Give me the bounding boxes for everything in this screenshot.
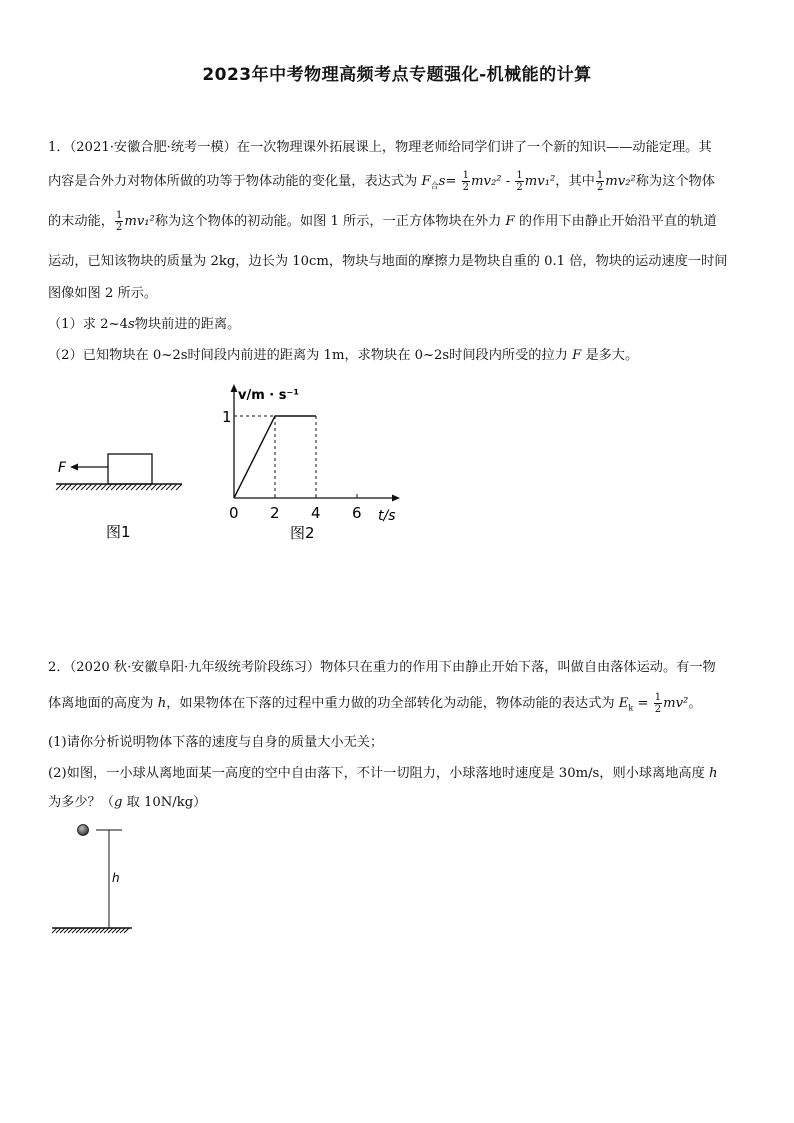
x-axis-label: t/s <box>378 508 396 524</box>
q1-line-2 <box>48 170 715 197</box>
force-label: F <box>58 460 67 476</box>
hatch-mark <box>86 484 92 490</box>
q2-part-2-text-c: 取 10N/kg） <box>126 795 207 810</box>
hatch-mark <box>136 484 142 490</box>
hatch-mark <box>126 484 132 490</box>
hatch-mark <box>156 484 162 490</box>
fraction-half: $\frac{1}{2}$ <box>462 170 470 193</box>
hatch-mark <box>101 484 107 490</box>
q2-part-2-height: h <box>709 766 718 781</box>
x-axis-arrow <box>392 495 400 502</box>
fraction-half: $\frac{1}{2}$ <box>115 210 123 233</box>
fraction-half: $\frac{1}{2}$ <box>516 170 523 193</box>
hatch-mark <box>111 484 117 490</box>
hatch-mark <box>81 484 87 490</box>
hatch-mark <box>96 484 102 490</box>
q2-line-2-text-b: ，如果物体在下落的过程中重力做的功全部转化为动能，物体动能的表达式为 <box>166 696 615 711</box>
hatch-mark <box>116 484 122 490</box>
q1-line-2-text: 内容是合外力对物体所做的功等于物体动能的变化量，表达式为 <box>48 174 418 189</box>
figure-3-falling-ball <box>48 818 148 943</box>
fraction-half: $\frac{1}{2}$ <box>596 170 604 193</box>
q1-line-3 <box>48 210 717 233</box>
q1-final-ke-term: mv₂² <box>471 174 502 189</box>
figure-1-caption: 图1 <box>106 523 131 541</box>
hatch-mark <box>166 484 172 490</box>
q2-gravity-symbol: g <box>113 795 123 810</box>
q1-part-1-text: （1）求 2~4 <box>48 317 128 332</box>
q2-kinetic-subscript: k <box>628 703 634 713</box>
q1-part-1 <box>48 315 240 335</box>
hatch-mark <box>91 484 97 490</box>
q1-line-5: 图像如图 2 所示。 <box>48 286 158 301</box>
y-tick-label-1: 1 <box>222 408 232 426</box>
q1-part-1-text-b: 物块前进的距离。 <box>134 317 241 332</box>
equals-sign: = <box>633 696 653 711</box>
hatch-mark <box>146 484 152 490</box>
q2-energy-symbol: E <box>618 696 629 711</box>
q1-line-2-text-b: ，其中 <box>555 174 595 189</box>
force-arrowhead <box>70 464 78 471</box>
y-axis-label: v/m · s⁻¹ <box>238 388 300 403</box>
x-tick-label: 6 <box>352 504 362 522</box>
figure-2-caption: 图2 <box>290 524 315 542</box>
q1-line-3-text: 的末动能， <box>48 214 114 229</box>
q1-part-2-force: F <box>572 348 582 363</box>
q1-line-3-text-b: 称为这个物体的初动能。如图 1 所示，一正方体物块在外力 <box>154 214 502 229</box>
minus-sign: - <box>501 174 515 189</box>
hatch-mark <box>176 484 182 490</box>
q2-line-2-text: 体离地面的高度为 <box>48 696 154 711</box>
q1-part-2-text-b: 是多大。 <box>585 348 639 363</box>
hatch-mark <box>121 484 127 490</box>
hatch-mark <box>71 484 77 490</box>
x-tick-label: 4 <box>311 504 321 522</box>
q1-line-1: 1．（2021·安徽合肥·统考一模）在一次物理课外拓展课上，物理老师给同学们讲了一个新的知识——动能定理。其 <box>48 140 712 155</box>
q1-line-3-text-c: 的作用下由静止开始沿平直的轨道 <box>518 214 717 229</box>
figure-1-block-diagram <box>48 440 188 545</box>
q1-part-1-unit: s <box>127 317 135 332</box>
q1-final-ke-term-b: mv₂² <box>605 174 636 189</box>
q2-part-2-text-b: 为多少？（ <box>48 795 114 810</box>
q2-height-symbol: h <box>157 696 167 711</box>
hatch-mark <box>171 484 177 490</box>
q2-part-2-cont <box>48 793 206 813</box>
q1-line-2-text-c: 称为这个物体 <box>635 174 715 189</box>
q1-part-2 <box>48 346 638 366</box>
q1-net-subscript: 合 <box>430 181 439 191</box>
q2-line-2-end: 。 <box>688 696 702 711</box>
q1-part-2-text: （2）已知物块在 0~2s时间段内前进的距离为 1m，求物块在 0~2s时间段内所受的拉力 <box>48 348 568 363</box>
ground-hatching <box>56 484 182 490</box>
q1-initial-ke-term: mv₁² <box>524 174 556 189</box>
height-label: h <box>112 871 120 885</box>
hatch-mark <box>131 484 137 490</box>
page-title: 2023年中考物理高频考点专题强化-机械能的计算 <box>202 65 592 85</box>
hatch-mark <box>106 484 112 490</box>
ground-hatching-2 <box>52 928 129 933</box>
hatch-mark <box>61 484 67 490</box>
x-tick-label: 2 <box>270 504 280 522</box>
q1-line-4: 运动，已知该物块的质量为 2kg，边长为 10cm，物块与地面的摩擦力是物块自重的 0.1 倍，物块的运动速度一时间 <box>48 254 728 269</box>
q2-part-2-text: (2)如图，一小球从离地面某一高度的空中自由落下，不计一切阻力，小球落地时速度是 30m/s，则小球离地高度 <box>48 766 705 781</box>
x-tick-label: 0 <box>229 504 239 522</box>
hatch-mark <box>151 484 157 490</box>
q1-displacement-symbol: s= <box>438 174 457 189</box>
q2-line-1: 2．（2020 秋·安徽阜阳·九年级统考阶段练习）物体只在重力的作用下由静止开始下落，叫做自由落体运动。有一物 <box>48 660 716 675</box>
hatch-mark <box>56 484 62 490</box>
q2-part-1: (1)请你分析说明物体下落的速度与自身的质量大小无关； <box>48 735 384 750</box>
q2-ke-term: mv² <box>663 696 689 711</box>
hatch-mark <box>76 484 82 490</box>
q1-initial-ke-term-b: mv₁² <box>124 214 155 229</box>
y-axis-arrow <box>231 384 238 392</box>
block <box>108 454 152 484</box>
hatch-mark <box>141 484 147 490</box>
q2-line-2 <box>48 692 702 719</box>
ball <box>78 825 89 836</box>
fraction-half: $\frac{1}{2}$ <box>654 692 662 715</box>
figure-2-velocity-time-graph <box>200 378 420 548</box>
hatch-mark <box>66 484 72 490</box>
q1-force-symbol-b: F <box>505 214 515 229</box>
hatch-mark <box>161 484 167 490</box>
q2-part-2 <box>48 764 718 784</box>
q1-force-symbol: F <box>421 174 431 189</box>
